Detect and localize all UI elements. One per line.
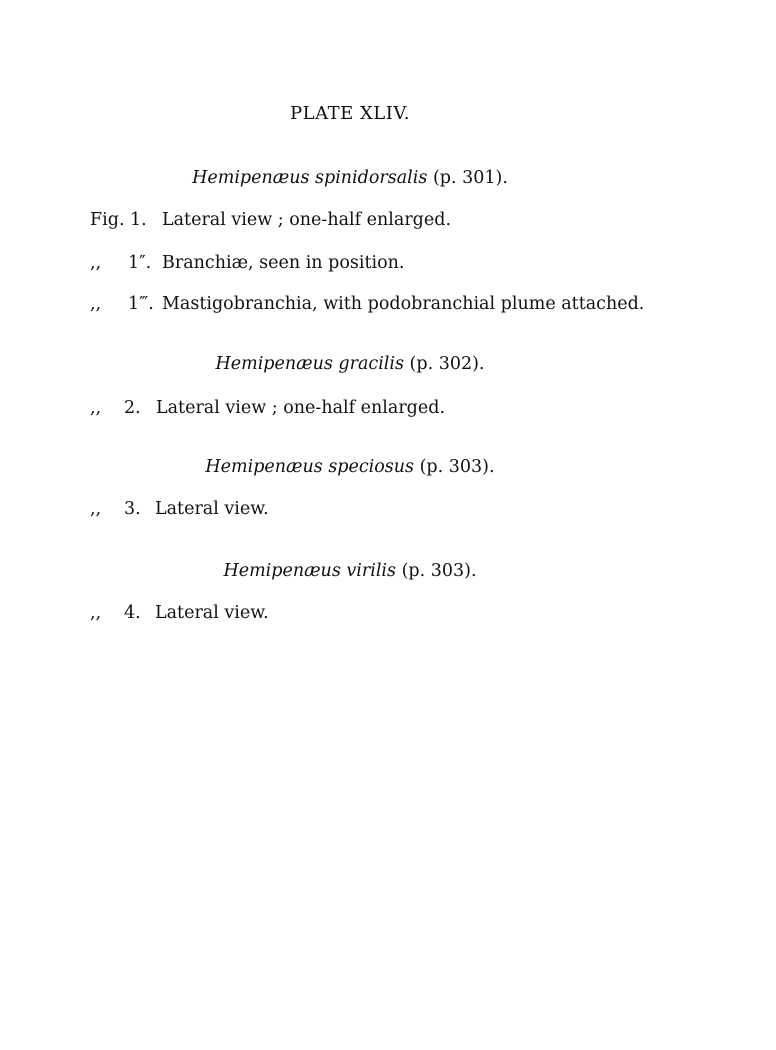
- species-name: Hemipenæus speciosus: [205, 457, 415, 477]
- figure-description: Mastigobranchia, with podobranchial plume attached.: [162, 294, 645, 314]
- figure-entry: [90, 210, 451, 230]
- ditto-mark: ,,: [90, 398, 102, 418]
- figure-number: 3.: [124, 499, 141, 519]
- plate-title: PLATE XLIV.: [290, 103, 410, 124]
- ditto-mark: ,,: [90, 603, 102, 623]
- figure-description: Lateral view.: [155, 603, 269, 623]
- figure-description: Lateral view ; one-half enlarged.: [156, 398, 446, 418]
- species-name: Hemipenæus gracilis: [215, 354, 404, 374]
- figure-number: 1.: [130, 210, 147, 230]
- species-name: Hemipenæus spinidorsalis: [192, 168, 428, 188]
- figure-number: 4.: [124, 603, 141, 623]
- figure-description: Lateral view ; one-half enlarged.: [162, 210, 452, 230]
- figure-prefix: Fig.: [90, 210, 125, 230]
- figure-description: Lateral view.: [155, 499, 269, 519]
- page-reference: (p. 301).: [432, 168, 508, 188]
- page-reference: (p. 303).: [419, 457, 495, 477]
- species-heading: [0, 354, 700, 374]
- species-name: Hemipenæus virilis: [223, 561, 396, 581]
- ditto-mark: ,,: [90, 499, 102, 519]
- page-reference: (p. 302).: [409, 354, 485, 374]
- species-heading: [0, 561, 700, 581]
- figure-description: Branchiæ, seen in position.: [162, 253, 405, 273]
- page-reference: (p. 303).: [401, 561, 477, 581]
- species-heading: [0, 457, 700, 477]
- figure-number: 1″.: [128, 253, 152, 273]
- figure-entry: [90, 603, 269, 623]
- figure-number: 2.: [124, 398, 141, 418]
- figure-entry: [90, 294, 644, 314]
- figure-entry: [90, 253, 404, 273]
- figure-number: 1‴.: [128, 294, 154, 314]
- ditto-mark: ,,: [90, 253, 102, 273]
- species-heading: [0, 168, 700, 188]
- figure-entry: [90, 499, 269, 519]
- ditto-mark: ,,: [90, 294, 102, 314]
- figure-entry: [90, 398, 445, 418]
